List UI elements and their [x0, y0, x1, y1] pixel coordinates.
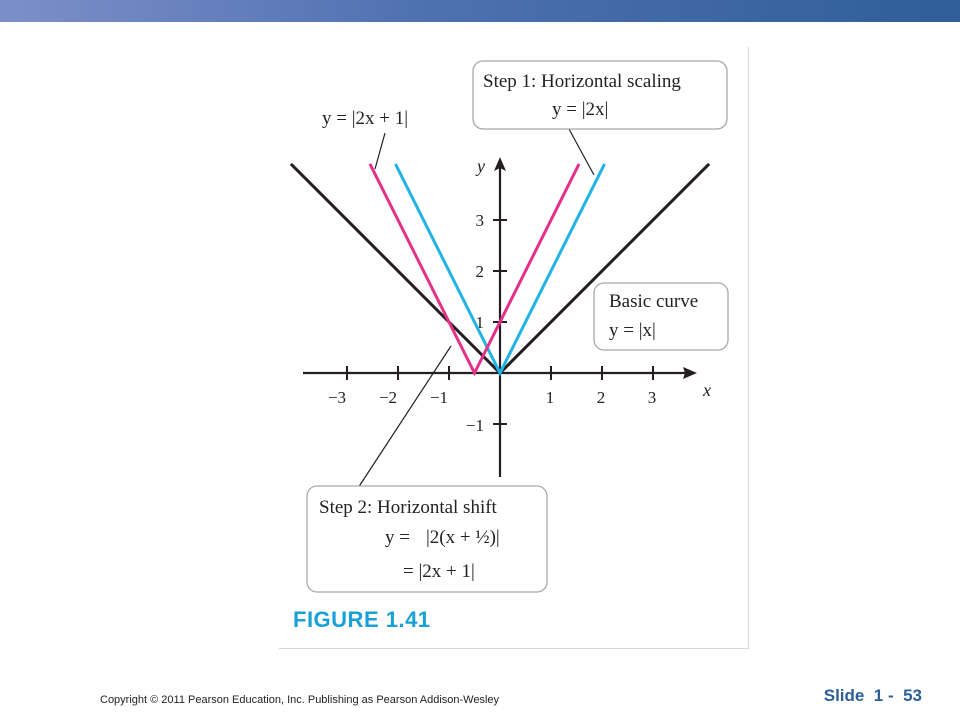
x-tick-label: 1: [545, 388, 555, 407]
leader-step1: [569, 129, 594, 175]
callout-step2-eq-line1: |2(x + ½)|: [426, 527, 500, 548]
figure-frame: [279, 47, 749, 649]
figure-caption: FIGURE 1.41: [293, 607, 431, 632]
x-axis-arrow: [683, 367, 697, 379]
callout-step1: [473, 61, 727, 129]
x-tick-label: −2: [378, 388, 398, 407]
leader-step2: [358, 346, 451, 488]
callout-basic: [594, 283, 728, 350]
copyright-notice: Copyright © 2011 Pearson Education, Inc. Publishing as Pearson Addison-Wesley: [100, 694, 500, 706]
callout-step1-eq: y = |2x|: [552, 99, 609, 120]
y-tick-label: 2: [475, 262, 484, 281]
x-tick-label: 3: [647, 388, 657, 407]
x-tick-label: 2: [596, 388, 606, 407]
y-axis-name: y: [477, 156, 485, 176]
slide-number: Slide 1 - 53: [823, 686, 922, 705]
callout-basic-eq: y = |x|: [609, 320, 656, 341]
callout-step2: [307, 486, 547, 592]
x-tick-label: −3: [327, 388, 347, 407]
title-bar-decoration: [0, 0, 960, 22]
y-tick-label: 3: [475, 211, 484, 230]
leader-curve-label: [375, 133, 385, 169]
x-axis-name: x: [703, 380, 711, 400]
y-tick-label: 1: [475, 313, 484, 332]
y-tick-label: −1: [465, 416, 484, 435]
curve-label-shifted: y = |2x + 1|: [322, 108, 409, 129]
figure-graph: [279, 47, 748, 648]
callout-step2-title: Step 2: Horizontal shift: [319, 497, 497, 518]
callout-step2-eq-line2: = |2x + 1|: [403, 561, 475, 582]
callout-step1-title: Step 1: Horizontal scaling: [483, 71, 681, 92]
callout-step2-eq-lhs: y =: [385, 527, 410, 548]
callout-basic-title: Basic curve: [609, 291, 699, 312]
x-tick-label: −1: [429, 388, 449, 407]
curve-shifted: [370, 164, 579, 373]
